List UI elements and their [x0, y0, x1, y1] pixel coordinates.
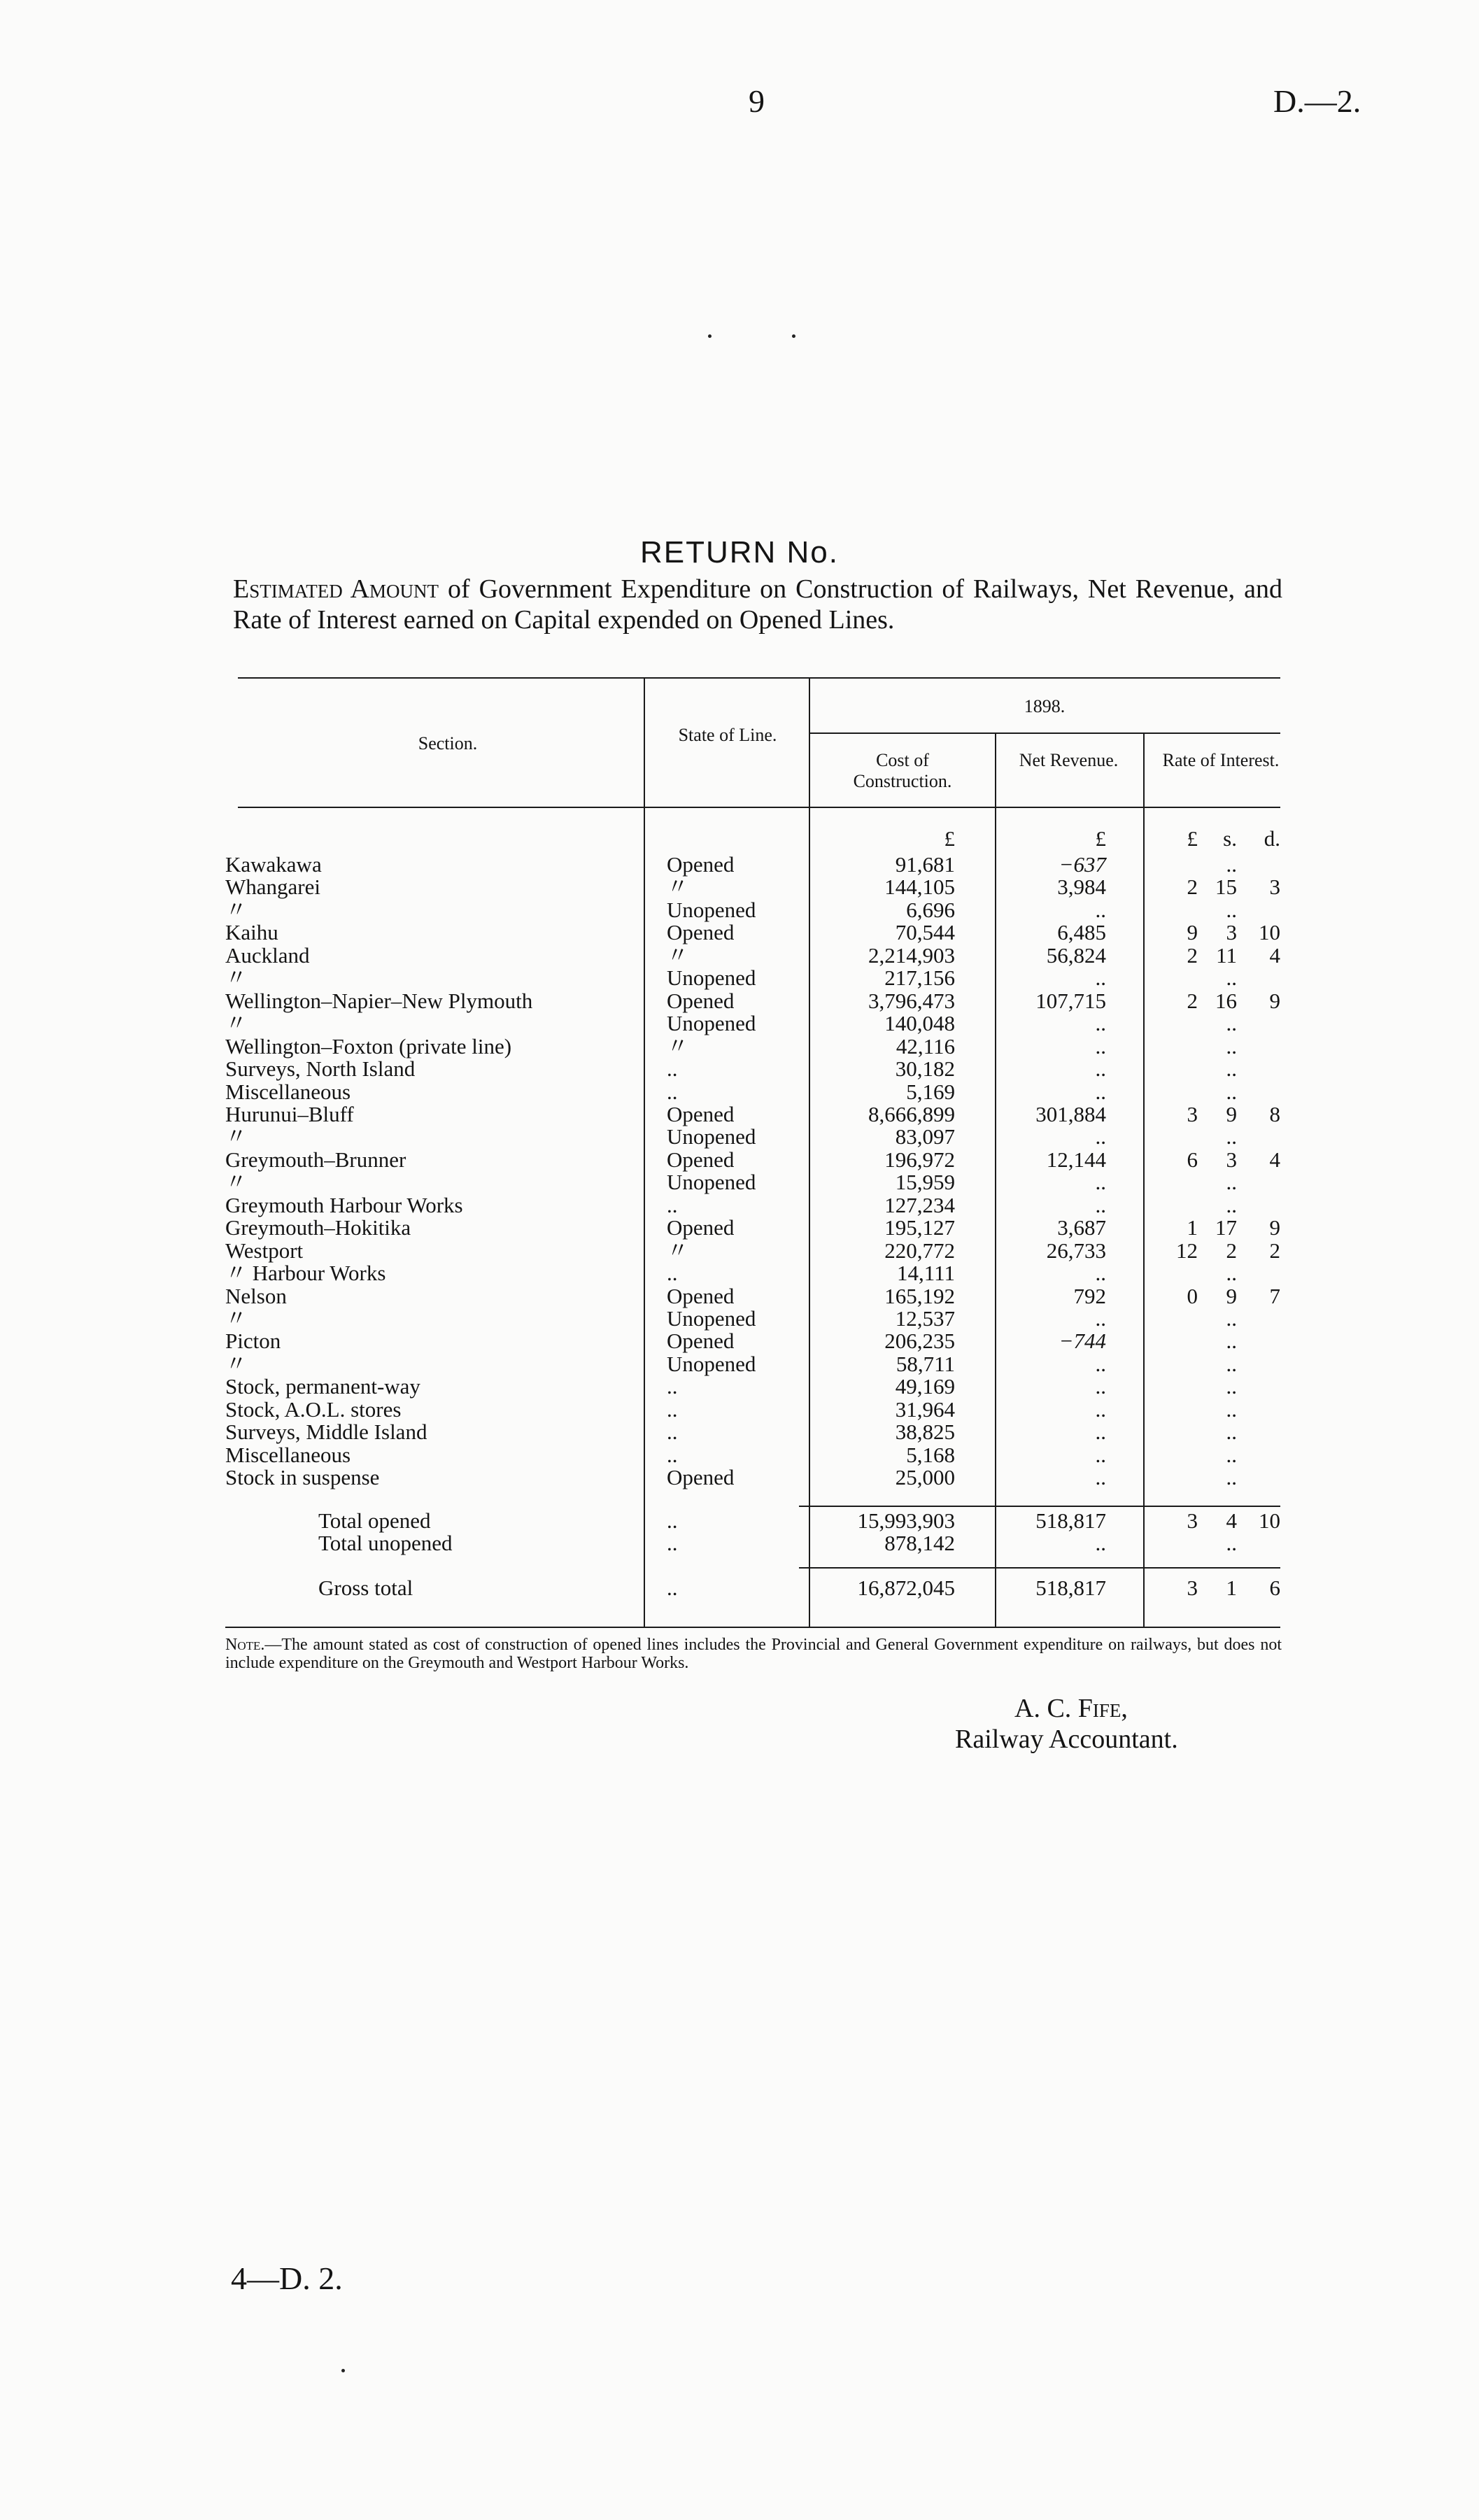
cell-revenue: ..: [1095, 1261, 1106, 1285]
cell-state: Opened: [667, 1215, 735, 1240]
cell-state: Unopened: [667, 1170, 756, 1194]
rate-shillings: ..: [1226, 1306, 1237, 1331]
rate-pounds: 3: [1187, 1102, 1198, 1126]
rate-shillings: ..: [1226, 1329, 1237, 1353]
cell-revenue: ..: [1095, 1374, 1106, 1399]
unit-pounds: £: [1187, 826, 1198, 851]
cell-state: Unopened: [667, 898, 756, 922]
rate-shillings: ..: [1226, 1261, 1237, 1285]
gross-rule: [799, 1567, 1280, 1569]
cell-section: 〃: [225, 1011, 247, 1035]
cell-section: Wellington–Napier–New Plymouth: [225, 989, 533, 1013]
cell-revenue: 56,824: [1046, 943, 1106, 968]
cell-revenue: ..: [1095, 1465, 1106, 1489]
cell-cost: 206,235: [884, 1329, 955, 1353]
cell-revenue: ..: [1095, 1124, 1106, 1149]
rate-shillings: ..: [1226, 965, 1237, 990]
cell-section: Greymouth Harbour Works: [225, 1193, 463, 1217]
rate-shillings: ..: [1226, 1011, 1237, 1035]
cell-cost: 144,105: [884, 875, 955, 899]
cell-revenue: 3,984: [1057, 875, 1106, 899]
cell-section: Miscellaneous: [225, 1443, 351, 1467]
cell-cost: 5,168: [906, 1443, 955, 1467]
rate-shillings: ..: [1226, 1080, 1237, 1104]
table-row: [0, 1081, 1479, 1103]
cell-state: ..: [667, 1374, 678, 1399]
cell-section: Picton: [225, 1329, 281, 1353]
rate-pence: 8: [1269, 1102, 1280, 1126]
year-rule: [809, 732, 1280, 734]
table-row: [0, 1240, 1479, 1262]
sheet-signature: 4—D. 2.: [231, 2260, 343, 2296]
cell-state: Opened: [667, 852, 735, 877]
cell-cost: 15,959: [895, 1170, 955, 1194]
cell-state: ..: [667, 1080, 678, 1104]
cell-cost: 49,169: [895, 1374, 955, 1399]
cell-revenue: ..: [1095, 1531, 1106, 1555]
units-row: [0, 828, 1479, 850]
cell-state: Opened: [667, 1147, 735, 1172]
cell-state: ..: [667, 1508, 678, 1533]
cell-revenue: ..: [1095, 1352, 1106, 1376]
col-section-header: Section.: [418, 733, 478, 753]
cell-state: Opened: [667, 1102, 735, 1126]
table-row: [0, 1194, 1479, 1217]
cell-section: Surveys, North Island: [225, 1056, 416, 1081]
cell-state: ..: [667, 1443, 678, 1467]
rate-pence: 9: [1269, 989, 1280, 1013]
rate-shillings: 3: [1226, 920, 1237, 944]
rate-shillings: ..: [1226, 1465, 1237, 1489]
cell-section: Greymouth–Hokitika: [225, 1215, 411, 1240]
rate-shillings: ..: [1226, 1531, 1237, 1555]
cell-state: Opened: [667, 1284, 735, 1308]
cell-revenue: ..: [1095, 1420, 1106, 1444]
rate-pence: 4: [1269, 943, 1280, 968]
rate-pence: 10: [1259, 920, 1280, 944]
rate-shillings: ..: [1226, 1420, 1237, 1444]
cell-state: ..: [667, 1193, 678, 1217]
cell-section: Wellington–Foxton (private line): [225, 1034, 512, 1059]
cell-state: 〃: [667, 1034, 688, 1059]
table-row: [0, 1035, 1479, 1058]
table-row: [0, 921, 1479, 944]
rate-shillings: ..: [1226, 898, 1237, 922]
rate-shillings: ..: [1226, 1193, 1237, 1217]
cell-cost: 42,116: [896, 1034, 955, 1059]
cell-cost: 127,234: [884, 1193, 955, 1217]
cell-section: Auckland: [225, 943, 310, 968]
cell-state: Opened: [667, 989, 735, 1013]
table-heading: [233, 574, 1282, 635]
table-row: [0, 1058, 1479, 1080]
rate-shillings: 2: [1226, 1238, 1237, 1263]
table-row: [0, 1012, 1479, 1035]
header-bottom-rule: [238, 807, 1280, 808]
cell-revenue: 301,884: [1035, 1102, 1106, 1126]
rate-pounds: 2: [1187, 989, 1198, 1013]
rate-pence: 2: [1269, 1238, 1280, 1263]
col-year-header: 1898.: [1024, 696, 1066, 716]
table-bottom-rule: [225, 1627, 1280, 1628]
cell-cost: 140,048: [884, 1011, 955, 1035]
unit-shillings: s.: [1223, 826, 1237, 851]
cell-revenue: 792: [1073, 1284, 1106, 1308]
cell-revenue: 26,733: [1046, 1238, 1106, 1263]
cell-section: Kawakawa: [225, 852, 322, 877]
cell-revenue: 3,687: [1057, 1215, 1106, 1240]
cell-state: Opened: [667, 920, 735, 944]
cell-state: ..: [667, 1420, 678, 1444]
rate-shillings: 4: [1226, 1508, 1237, 1533]
rate-pence: 10: [1259, 1508, 1280, 1533]
note-text: —The amount stated as cost of construction of opened lines includes the Provincial and General Government expenditure on railways, but does not include expenditure on the Greymouth and Westport Harbour Works.: [225, 1636, 1282, 1672]
cell-revenue: 518,817: [1035, 1576, 1106, 1600]
cell-section: 〃 Harbour Works: [225, 1261, 386, 1285]
cell-revenue: 107,715: [1035, 989, 1106, 1013]
cell-section: Total unopened: [318, 1531, 453, 1555]
rate-pounds: 0: [1187, 1284, 1198, 1308]
table-row: [0, 990, 1479, 1012]
rate-pounds: 9: [1187, 920, 1198, 944]
cell-section: Total opened: [318, 1508, 431, 1533]
table-row: [0, 944, 1479, 967]
table-row: [0, 1444, 1479, 1466]
cell-cost: 8,666,899: [868, 1102, 955, 1126]
table-note: [225, 1636, 1282, 1672]
cell-cost: 195,127: [884, 1215, 955, 1240]
rate-shillings: ..: [1226, 1056, 1237, 1081]
rate-pence: 7: [1269, 1284, 1280, 1308]
cell-state: 〃: [667, 943, 688, 968]
rate-shillings: 3: [1226, 1147, 1237, 1172]
cell-cost: 165,192: [884, 1284, 955, 1308]
cell-cost: 91,681: [895, 852, 955, 877]
table-row: [0, 899, 1479, 921]
cell-revenue: ..: [1095, 965, 1106, 990]
unit-revenue: £: [1095, 826, 1106, 851]
cell-revenue: ..: [1095, 1034, 1106, 1059]
rate-shillings: ..: [1226, 1397, 1237, 1422]
cell-section: Surveys, Middle Island: [225, 1420, 427, 1444]
cell-section: 〃: [225, 1352, 247, 1376]
cell-state: ..: [667, 1397, 678, 1422]
cell-section: Westport: [225, 1238, 304, 1263]
cell-revenue: ..: [1095, 1193, 1106, 1217]
cell-section: Hurunui–Bluff: [225, 1102, 354, 1126]
rate-shillings: 1: [1226, 1576, 1237, 1600]
table-row: [0, 1149, 1479, 1171]
rate-shillings: 9: [1226, 1284, 1237, 1308]
cell-cost: 5,169: [906, 1080, 955, 1104]
rate-shillings: 11: [1216, 943, 1237, 968]
cell-state: ..: [667, 1261, 678, 1285]
cell-state: Unopened: [667, 965, 756, 990]
rate-shillings: 16: [1215, 989, 1237, 1013]
table-row: [0, 1353, 1479, 1375]
cell-cost: 16,872,045: [857, 1576, 955, 1600]
table-row: [0, 1330, 1479, 1352]
heading-lead: Estimated Amount: [233, 574, 439, 604]
cell-state: Opened: [667, 1465, 735, 1489]
cell-cost: 196,972: [884, 1147, 955, 1172]
cell-section: 〃: [225, 1306, 247, 1331]
cell-cost: 70,544: [895, 920, 955, 944]
cell-section: 〃: [225, 1124, 247, 1149]
cell-cost: 220,772: [884, 1238, 955, 1263]
col-state-header: State of Line.: [678, 725, 777, 745]
col-revenue-header: Net Revenue.: [1019, 750, 1119, 770]
cell-section: 〃: [225, 965, 247, 990]
cell-section: 〃: [225, 1170, 247, 1194]
totals-row: [0, 1510, 1479, 1532]
rate-shillings: 9: [1226, 1102, 1237, 1126]
signature-name: A. C. Fife,: [1014, 1694, 1128, 1723]
rate-pounds: 1: [1187, 1215, 1198, 1240]
cell-section: Miscellaneous: [225, 1080, 351, 1104]
cell-revenue: ..: [1095, 1397, 1106, 1422]
table-row: [0, 1171, 1479, 1194]
rate-pounds: 2: [1187, 875, 1198, 899]
totals-row: [0, 1532, 1479, 1555]
document-reference: D.—2.: [1273, 83, 1361, 119]
rate-pounds: 3: [1187, 1576, 1198, 1600]
cell-cost: 31,964: [895, 1397, 955, 1422]
table-row: [0, 1126, 1479, 1148]
table-row: [0, 1308, 1479, 1330]
cell-state: ..: [667, 1576, 678, 1600]
rate-pounds: 2: [1187, 943, 1198, 968]
unit-pence: d.: [1264, 826, 1280, 851]
table-row: [0, 1466, 1479, 1489]
cell-revenue: ..: [1095, 1080, 1106, 1104]
rate-shillings: 17: [1215, 1215, 1237, 1240]
gross-total-row: [0, 1577, 1479, 1599]
cell-state: Opened: [667, 1329, 735, 1353]
cell-cost: 25,000: [895, 1465, 955, 1489]
cell-revenue: −637: [1059, 852, 1106, 877]
cell-state: Unopened: [667, 1124, 756, 1149]
cell-revenue: 518,817: [1035, 1508, 1106, 1533]
cell-revenue: ..: [1095, 1443, 1106, 1467]
rate-shillings: ..: [1226, 1374, 1237, 1399]
cell-section: Kaihu: [225, 920, 278, 944]
cell-section: Stock, A.O.L. stores: [225, 1397, 402, 1422]
cell-section: Stock in suspense: [225, 1465, 380, 1489]
cell-state: 〃: [667, 875, 688, 899]
cell-section: Nelson: [225, 1284, 287, 1308]
cell-state: ..: [667, 1056, 678, 1081]
cell-cost: 15,993,903: [857, 1508, 955, 1533]
rate-shillings: ..: [1226, 1170, 1237, 1194]
rate-shillings: 15: [1215, 875, 1237, 899]
cell-state: ..: [667, 1531, 678, 1555]
table-row: [0, 1103, 1479, 1126]
cell-cost: 217,156: [884, 965, 955, 990]
table-row: [0, 1399, 1479, 1421]
cell-revenue: 6,485: [1057, 920, 1106, 944]
cell-cost: 3,796,473: [868, 989, 955, 1013]
rate-pounds: 3: [1187, 1508, 1198, 1533]
rate-pounds: 12: [1176, 1238, 1198, 1263]
cell-cost: 30,182: [895, 1056, 955, 1081]
cell-cost: 14,111: [897, 1261, 955, 1285]
rate-pence: 6: [1269, 1576, 1280, 1600]
rate-pence: 9: [1269, 1215, 1280, 1240]
cell-cost: 6,696: [906, 898, 955, 922]
totals-rule: [799, 1506, 1280, 1507]
cell-revenue: ..: [1095, 1170, 1106, 1194]
cell-revenue: ..: [1095, 1056, 1106, 1081]
cell-revenue: 12,144: [1046, 1147, 1106, 1172]
col-cost-header: Cost of Construction.: [853, 750, 952, 791]
return-title: RETURN No.: [639, 535, 840, 569]
cell-section: 〃: [225, 898, 247, 922]
cell-revenue: ..: [1095, 898, 1106, 922]
table-row: [0, 854, 1479, 876]
rate-pence: 4: [1269, 1147, 1280, 1172]
table-row: [0, 1217, 1479, 1239]
cell-cost: 878,142: [884, 1531, 955, 1555]
cell-cost: 2,214,903: [868, 943, 955, 968]
cell-state: Unopened: [667, 1352, 756, 1376]
cell-revenue: ..: [1095, 1306, 1106, 1331]
rate-shillings: ..: [1226, 1034, 1237, 1059]
note-label: Note.: [225, 1636, 265, 1654]
cell-cost: 58,711: [896, 1352, 955, 1376]
cell-state: 〃: [667, 1238, 688, 1263]
table-row: [0, 967, 1479, 989]
rate-shillings: ..: [1226, 1352, 1237, 1376]
rate-shillings: ..: [1226, 1443, 1237, 1467]
cell-state: Unopened: [667, 1306, 756, 1331]
cell-section: Greymouth–Brunner: [225, 1147, 406, 1172]
cell-state: Unopened: [667, 1011, 756, 1035]
table-row: [0, 1262, 1479, 1284]
col-rate-header: Rate of Interest.: [1162, 750, 1280, 770]
rate-pence: 3: [1269, 875, 1280, 899]
table-row: [0, 1375, 1479, 1398]
signature-title: Railway Accountant.: [955, 1725, 1178, 1754]
cell-cost: 12,537: [895, 1306, 955, 1331]
rate-pounds: 6: [1187, 1147, 1198, 1172]
cell-revenue: ..: [1095, 1011, 1106, 1035]
rate-shillings: ..: [1226, 852, 1237, 877]
table-row: [0, 1285, 1479, 1308]
table-row: [0, 876, 1479, 898]
cell-cost: 38,825: [895, 1420, 955, 1444]
table-top-rule: [238, 677, 1280, 679]
cell-revenue: −744: [1059, 1329, 1106, 1353]
rate-shillings: ..: [1226, 1124, 1237, 1149]
table-row: [0, 1421, 1479, 1443]
cell-section: Stock, permanent-way: [225, 1374, 420, 1399]
unit-cost: £: [944, 826, 955, 851]
cell-cost: 83,097: [895, 1124, 955, 1149]
heading-text: of Government Expenditure on Construction of Railways, Net Revenue, and Rate of Interest earned on Capital expended on Opened Lines.: [233, 574, 1282, 635]
page-number: 9: [749, 83, 765, 119]
cell-section: Gross total: [318, 1576, 413, 1600]
cell-section: Whangarei: [225, 875, 320, 899]
